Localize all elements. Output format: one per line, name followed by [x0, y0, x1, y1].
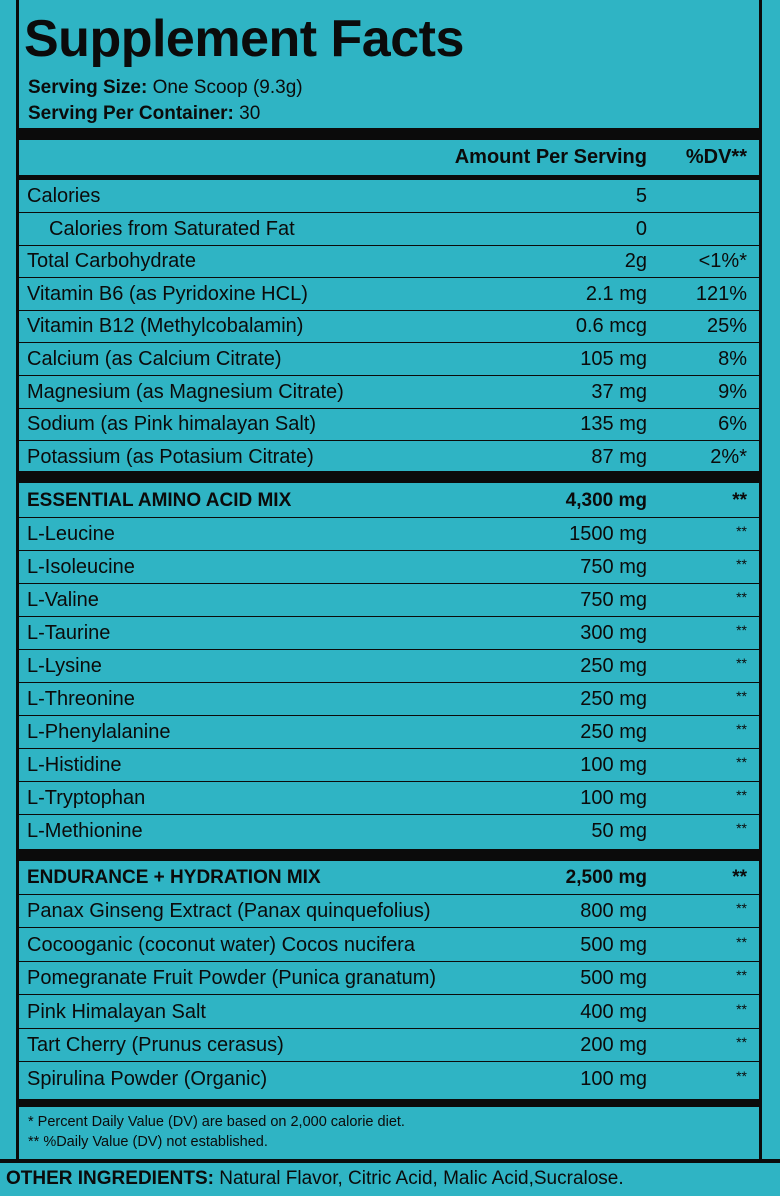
nutrient-dv: 121%: [695, 282, 747, 305]
footnote-not-established: ** %Daily Value (DV) not established.: [28, 1134, 268, 1150]
nutrient-row: [19, 408, 759, 440]
nutrient-name: Calcium (as Calcium Citrate): [27, 348, 282, 370]
nutrient-amount: 100 mg: [580, 787, 647, 809]
thick-divider: [19, 128, 759, 140]
nutrient-dv: 6%: [718, 413, 747, 436]
nutrient-dv: <1%*: [698, 250, 747, 273]
nutrient-name: Spirulina Powder (Organic): [27, 1067, 268, 1090]
nutrient-amount: 250 mg: [580, 655, 647, 677]
nutrient-name: Panax Ginseng Extract (Panax quinquefolius): [27, 900, 431, 922]
nutrient-row: [19, 749, 759, 781]
nutrient-dv: **: [736, 933, 747, 950]
thick-divider: [19, 471, 759, 483]
nutrient-amount: 1500 mg: [569, 523, 647, 545]
nutrient-row: [19, 1063, 759, 1095]
nutrient-amount: 800 mg: [580, 900, 647, 922]
nutrient-amount: 250 mg: [580, 688, 647, 710]
nutrient-row: [19, 518, 759, 550]
nutrient-dv: 25%: [706, 315, 747, 338]
nutrient-dv: **: [736, 754, 747, 770]
nutrient-name: L-Methionine: [27, 820, 143, 842]
nutrient-row: [19, 1029, 759, 1061]
section-header-row: [19, 862, 759, 894]
nutrient-row: [19, 617, 759, 649]
nutrient-amount: 500 mg: [580, 967, 647, 989]
nutrient-amount: 750 mg: [580, 589, 647, 611]
nutrient-dv: **: [736, 1034, 747, 1050]
nutrient-amount: 100 mg: [580, 1067, 647, 1090]
nutrient-row: [19, 782, 759, 814]
nutrient-name: L-Threonine: [27, 688, 135, 710]
nutrient-dv: 8%: [718, 348, 747, 370]
nutrient-name: L-Phenylalanine: [27, 721, 171, 743]
nutrient-row: [19, 310, 759, 342]
nutrient-dv: **: [732, 490, 747, 511]
serving-size-label: Serving Size:: [28, 77, 148, 98]
serving-size: [28, 76, 303, 100]
dv-header: %DV**: [685, 146, 747, 168]
nutrient-amount: 0: [635, 217, 647, 240]
nutrient-row: [19, 584, 759, 616]
servings-value: 30: [239, 103, 261, 124]
bottom-divider: [0, 1159, 780, 1163]
nutrient-dv: **: [736, 787, 747, 803]
serving-size-value: One Scoop (9.3g): [152, 77, 303, 98]
panel-title: Supplement Facts: [24, 10, 464, 68]
nutrient-row: [19, 441, 759, 473]
nutrient-row: [19, 962, 759, 994]
nutrient-dv: **: [736, 589, 747, 605]
nutrient-dv: **: [736, 820, 747, 836]
nutrient-amount: 400 mg: [580, 1000, 647, 1023]
nutrient-name: L-Lysine: [27, 655, 102, 677]
footnote-dv: * Percent Daily Value (DV) are based on 2,000 calorie diet.: [28, 1114, 405, 1130]
nutrient-row: [19, 245, 759, 277]
nutrient-row: [19, 278, 759, 310]
thick-divider: [19, 1099, 759, 1107]
nutrient-name: Vitamin B12 (Methylcobalamin): [27, 315, 304, 338]
nutrient-amount: 300 mg: [580, 622, 647, 644]
thick-divider: [19, 849, 759, 861]
nutrient-dv: **: [736, 900, 747, 916]
nutrient-name: Calories: [27, 185, 101, 207]
nutrient-row: [19, 683, 759, 715]
nutrient-name: Sodium (as Pink himalayan Salt): [27, 413, 317, 436]
nutrient-amount: 2g: [624, 250, 647, 273]
nutrient-amount: 100 mg: [580, 754, 647, 776]
nutrient-dv: **: [732, 867, 747, 888]
section-header-row: [19, 485, 759, 517]
nutrient-name: Potassium (as Potasium Citrate): [27, 445, 314, 468]
nutrient-row: [19, 895, 759, 927]
nutrient-row: [19, 996, 759, 1028]
nutrient-row: [19, 213, 759, 245]
nutrient-dv: **: [736, 523, 747, 539]
servings-label: Serving Per Container:: [28, 103, 234, 124]
nutrient-dv: **: [736, 1000, 747, 1017]
nutrient-name: Cocooganic (coconut water) Cocos nucifera: [27, 933, 415, 956]
nutrient-name: ESSENTIAL AMINO ACID MIX: [27, 490, 292, 511]
nutrient-amount: 37 mg: [591, 380, 647, 403]
nutrient-name: Pomegranate Fruit Powder (Punica granatum): [27, 967, 437, 989]
nutrient-row: [19, 343, 759, 375]
nutrient-amount: 105 mg: [580, 348, 647, 370]
nutrient-dv: **: [736, 556, 747, 572]
nutrient-dv: **: [736, 622, 747, 638]
nutrient-amount: 2.1 mg: [585, 282, 647, 305]
nutrient-row: [19, 376, 759, 408]
nutrient-name: Vitamin B6 (as Pyridoxine HCL): [27, 282, 308, 305]
nutrient-dv: **: [736, 721, 747, 737]
servings-per-container: [28, 102, 260, 126]
nutrient-dv: 2%*: [710, 445, 747, 468]
nutrient-amount: 4,300 mg: [565, 490, 647, 511]
nutrient-name: Pink Himalayan Salt: [27, 1000, 206, 1023]
nutrient-dv: **: [736, 655, 747, 671]
nutrient-name: L-Valine: [27, 589, 99, 611]
nutrient-name: Calories from Saturated Fat: [49, 217, 295, 240]
nutrient-amount: 200 mg: [580, 1034, 647, 1056]
nutrient-row: [19, 650, 759, 682]
nutrient-amount: 87 mg: [591, 445, 647, 468]
amount-header: Amount Per Serving: [454, 146, 647, 168]
nutrient-name: Tart Cherry (Prunus cerasus): [27, 1034, 284, 1056]
nutrient-dv: **: [736, 967, 747, 983]
nutrient-amount: 500 mg: [580, 933, 647, 956]
nutrient-dv: **: [736, 1067, 747, 1084]
nutrient-dv: **: [736, 688, 747, 704]
nutrient-name: L-Histidine: [27, 754, 122, 776]
nutrient-amount: 50 mg: [591, 820, 647, 842]
other-ingredients-label: OTHER INGREDIENTS:: [6, 1168, 214, 1189]
nutrient-row: [19, 815, 759, 847]
nutrient-amount: 5: [635, 185, 647, 207]
nutrient-dv: 9%: [718, 380, 747, 403]
nutrient-row: [19, 929, 759, 961]
nutrient-name: L-Isoleucine: [27, 556, 135, 578]
nutrient-name: L-Leucine: [27, 523, 115, 545]
nutrient-amount: 250 mg: [580, 721, 647, 743]
other-ingredients-value: Natural Flavor, Citric Acid, Malic Acid,Sucralose.: [219, 1168, 624, 1189]
nutrient-amount: 0.6 mcg: [575, 315, 647, 338]
nutrient-row: [19, 551, 759, 583]
nutrient-amount: 750 mg: [580, 556, 647, 578]
nutrient-amount: 135 mg: [580, 413, 647, 436]
nutrient-name: Magnesium (as Magnesium Citrate): [27, 380, 344, 403]
nutrient-name: L-Taurine: [27, 622, 111, 644]
nutrient-name: ENDURANCE + HYDRATION MIX: [27, 867, 321, 888]
nutrient-name: L-Tryptophan: [27, 787, 146, 809]
nutrient-row: [19, 716, 759, 748]
nutrient-name: Total Carbohydrate: [27, 250, 196, 273]
nutrient-amount: 2,500 mg: [565, 867, 647, 888]
column-header-row: [19, 141, 759, 173]
other-ingredients: [6, 1166, 624, 1192]
nutrient-row: [19, 180, 759, 212]
